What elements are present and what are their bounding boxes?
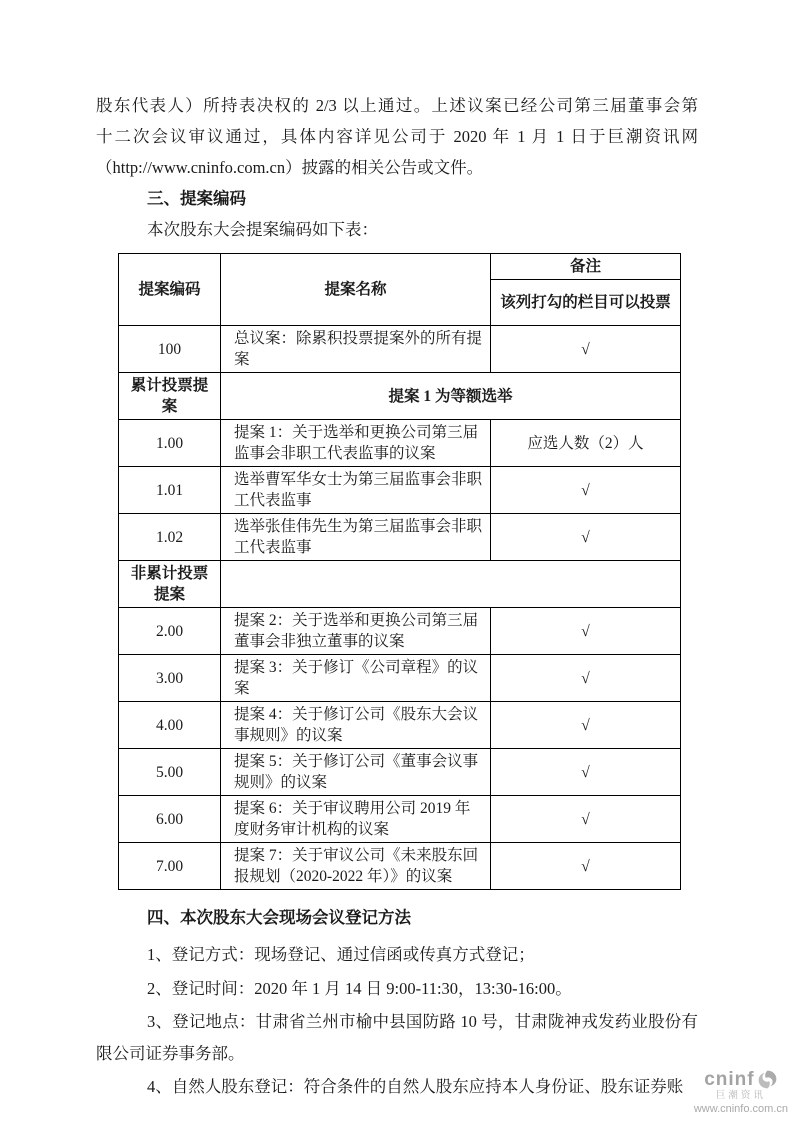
cell-code: 6.00 [119,796,221,843]
cell-remark: √ [491,514,681,561]
cell-code: 2.00 [119,608,221,655]
cninfo-brand-text: 巨潮资讯 [715,1090,766,1102]
registration-item: 2、登记时间：2020 年 1 月 14 日 9:00-11:30，13:30-16:00。 [147,978,572,998]
registration-item: 3、登记地点：甘肃省兰州市榆中县国防路 10 号，甘肃陇神戎发药业股份有限公司证券事务部。 [96,1012,698,1063]
table-row [119,420,681,467]
cell-name: 提案 4：关于修订公司《股东大会议事规则》的议案 [221,702,491,749]
cell-name: 选举曹军华女士为第三届监事会非职工代表监事 [221,467,491,514]
cell-name: 提案 1：关于选举和更换公司第三届监事会非职工代表监事的议案 [221,420,491,467]
cell-code: 4.00 [119,702,221,749]
table-row [119,796,681,843]
section-heading-proposal-coding: 三、提案编码 [147,189,246,208]
cell-remark: √ [491,749,681,796]
header-cell-remark: 备注 [491,254,681,280]
cninfo-watermark [694,1069,788,1116]
table-group-row-noncumulative [119,561,681,608]
cell-name: 选举张佳伟先生为第三届监事会非职工代表监事 [221,514,491,561]
table-row [119,467,681,514]
proposal-table [118,253,681,890]
cninfo-logo [694,1069,788,1091]
cell-remark: √ [491,326,681,373]
intro-paragraph [96,90,698,183]
cell-name: 提案 2：关于选举和更换公司第三届董事会非独立董事的议案 [221,608,491,655]
table-row [119,843,681,890]
cell-remark: √ [491,843,681,890]
table-row [119,749,681,796]
cell-code: 3.00 [119,655,221,702]
intro-line: （http://www.cninfo.com.cn）披露的相关公告或文件。 [96,158,484,177]
cninfo-url-text: www.cninfo.com.cn [693,1103,788,1116]
intro-line: 十二次会议审议通过，具体内容详见公司于 2020 年 1 月 1 日于巨潮资讯网 [96,127,698,146]
intro-line: 股东代表人）所持表决权的 2/3 以上通过。上述议案已经公司第三届董事会第 [96,96,698,115]
table-header-row [119,254,681,280]
cell-name: 总议案：除累积投票提案外的所有提案 [221,326,491,373]
cell-code: 7.00 [119,843,221,890]
header-cell-remark-note: 该列打勾的栏目可以投票 [491,280,681,326]
cninfo-logo-text: cninf [704,1068,755,1090]
cell-group-code: 非累计投票提案 [119,561,221,608]
cell-code: 1.02 [119,514,221,561]
cell-remark: √ [491,702,681,749]
section-heading-registration: 四、本次股东大会现场会议登记方法 [147,908,411,927]
registration-item: 1、登记方式：现场登记、通过信函或传真方式登记； [147,945,535,964]
cell-code: 1.00 [119,420,221,467]
table-row [119,608,681,655]
table-group-row-cumulative [119,373,681,420]
cell-remark: √ [491,796,681,843]
registration-item: 4、自然人股东登记：符合条件的自然人股东应持本人身份证、股东证券账 [147,1077,684,1096]
table-row [119,655,681,702]
cell-name: 提案 3：关于修订《公司章程》的议案 [221,655,491,702]
cell-remark: 应选人数（2）人 [491,420,681,467]
cell-group-title [221,561,681,608]
table-row [119,514,681,561]
cell-code: 100 [119,326,221,373]
proposal-table-intro: 本次股东大会提案编码如下表： [147,220,378,239]
table-row [119,702,681,749]
header-cell-proposal-name: 提案名称 [221,254,491,326]
cell-code: 1.01 [119,467,221,514]
cell-group-title: 提案 1 为等额选举 [221,373,681,420]
cell-remark: √ [491,655,681,702]
cell-remark: √ [491,608,681,655]
table-row [119,326,681,373]
cell-code: 5.00 [119,749,221,796]
cell-remark: √ [491,467,681,514]
header-cell-proposal-code: 提案编码 [119,254,221,326]
document-content [96,90,698,1103]
cell-name: 提案 6：关于审议聘用公司 2019 年度财务审计机构的议案 [221,796,491,843]
cell-group-code: 累计投票提案 [119,373,221,420]
cell-name: 提案 5：关于修订公司《董事会议事规则》的议案 [221,749,491,796]
cninfo-swirl-icon [757,1069,778,1090]
cell-name: 提案 7：关于审议公司《未来股东回报规划（2020-2022 年）》的议案 [221,843,491,890]
